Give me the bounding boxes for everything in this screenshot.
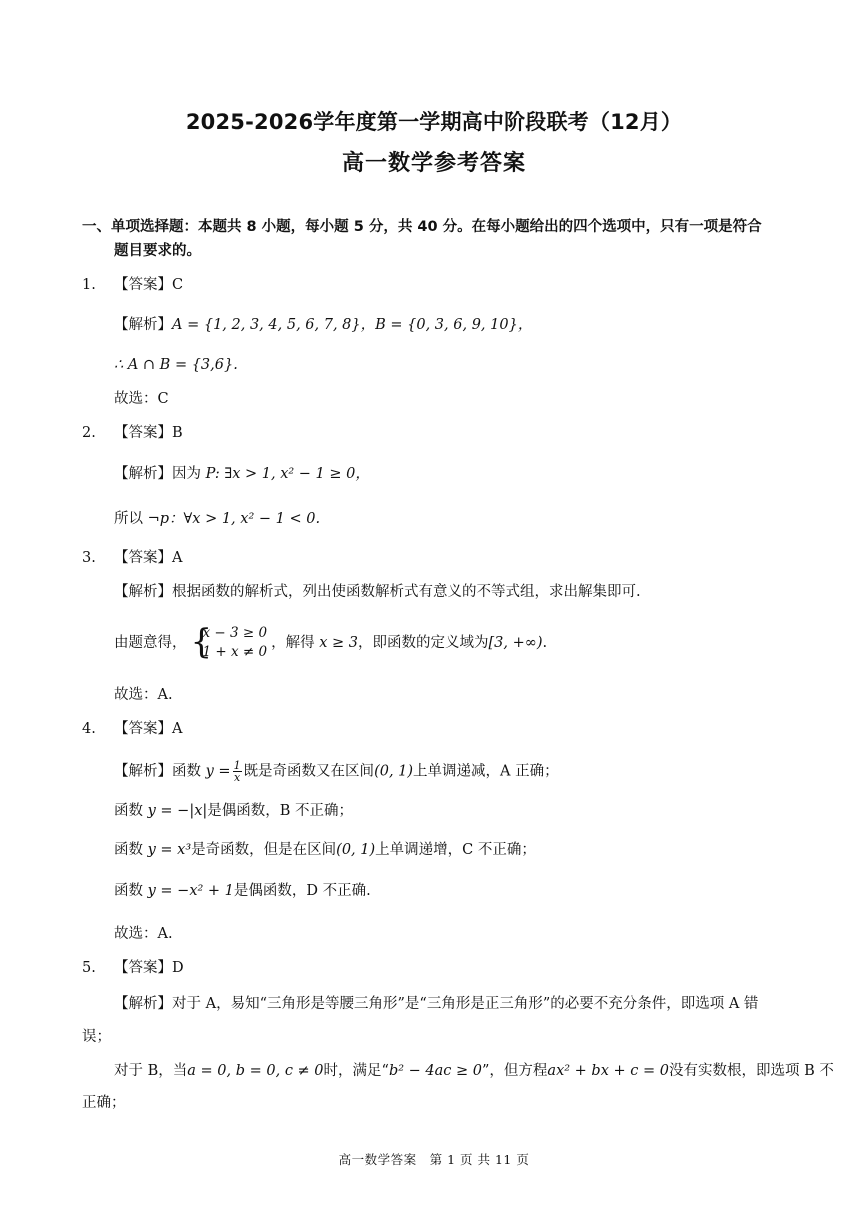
q4-choice: 故选：A. [114, 926, 173, 942]
q4-b-func: y = −|x| [147, 803, 208, 819]
q4-c-interval: (0, 1) [336, 842, 376, 858]
q3-inequality-system [191, 624, 268, 662]
q4-analysis-b [114, 800, 353, 822]
q5-answer: 【答案】D [114, 960, 184, 976]
q5-number: 5. [82, 960, 96, 976]
q5-b-eq: ax² + bx + c = 0 [547, 1063, 669, 1079]
q1-intersection: ∴ A ∩ B = {3,6}. [114, 357, 238, 373]
q4-c-func: y = x³ [147, 842, 192, 858]
q4-a-end: 上单调递减，A 正确； [413, 763, 559, 780]
q4-number: 4. [82, 721, 96, 737]
q2-analysis-text: 【解析】因为 [114, 466, 206, 482]
q5-b-pre: 对于 B，当 [114, 1063, 188, 1079]
q4-d-func: y = −x² + 1 [147, 883, 234, 899]
q5-b-cond: a = 0, b = 0, c ≠ 0 [187, 1063, 324, 1079]
fraction-numerator: 1 [233, 759, 241, 772]
q4-analysis-c [114, 839, 536, 861]
q4-analysis-d [114, 880, 371, 902]
q3-choice: 故选：A. [114, 687, 173, 703]
q4-c-end: 上单调递增，C 不正确； [375, 842, 536, 858]
q4-b-pre: 函数 [114, 803, 148, 819]
page-footer: 高一数学答案 第 1 页 共 11 页 [338, 1152, 530, 1167]
brace-icon: { [190, 622, 213, 662]
q2-negation-text: 所以 [114, 511, 148, 527]
q2-answer: 【答案】B [114, 425, 183, 441]
q5-b-mid: 时，满足“ [323, 1063, 389, 1079]
fraction-denominator: x [233, 771, 241, 784]
q1-sets: A = {1, 2, 3, 4, 5, 6, 7, 8}，B = {0, 3, 6, 9, 10}， [172, 317, 533, 333]
q1-analysis [114, 314, 532, 336]
q4-c-post: 是奇函数，但是在区间 [191, 842, 337, 858]
q3-number: 3. [82, 550, 96, 566]
q2-negation [114, 508, 320, 530]
q5-b-post: 没有实数根，即选项 B 不 [668, 1063, 834, 1079]
q3-analysis: 【解析】根据函数的解析式，列出使函数解析式有意义的不等式组，求出解集即可. [114, 584, 641, 600]
q3-solution [114, 624, 547, 662]
q5-analysis-a-cont: 误； [82, 1029, 111, 1045]
q3-domain: [3, +∞) [488, 635, 543, 651]
page-subtitle: 高一数学参考答案 [341, 151, 526, 176]
q5-b-mid2: ”，但方程 [482, 1063, 548, 1079]
q3-case-1: x − 3 ≥ 0 [202, 625, 268, 641]
q2-proposition: P: ∃x > 1, x² − 1 ≥ 0， [205, 466, 370, 482]
q2-analysis [114, 463, 370, 485]
q4-a-interval: (0, 1) [374, 763, 414, 780]
q4-answer: 【答案】A [114, 721, 183, 737]
q3-case-2: 1 + x ≠ 0 [202, 644, 268, 660]
q1-answer: 【答案】C [114, 277, 184, 293]
q2-negation-math: ¬p：∀x > 1, x² − 1 < 0. [147, 511, 321, 527]
section-header-cont: 题目要求的。 [114, 243, 201, 259]
q4-analysis-a [114, 760, 559, 783]
q5-analysis-b [114, 1060, 834, 1082]
q1-number: 1. [82, 277, 96, 293]
q5-analysis-a: 【解析】对于 A，易知“三角形是等腰三角形”是“三角形是正三角形”的必要不充分条件，即选项 A 错 [114, 996, 759, 1012]
q4-a-fraction [233, 760, 242, 783]
q1-choice: 故选：C [114, 391, 169, 407]
q3-answer: 【答案】A [114, 550, 183, 566]
q4-d-pre: 函数 [114, 883, 148, 899]
q4-b-post: 是偶函数，B 不正确； [207, 803, 354, 819]
q3-solution-end: . [542, 635, 548, 651]
q3-solution-mid: ，解得 [271, 635, 320, 651]
q5-analysis-b-cont: 正确； [82, 1095, 126, 1111]
q3-solution-pre: 由题意得， [114, 635, 187, 651]
page-title: 2025-2026学年度第一学期高中阶段联考（12月） [185, 110, 683, 134]
q4-a-pre: 【解析】函数 [114, 763, 206, 780]
q4-a-func: y = [205, 763, 231, 780]
q4-a-post: 既是奇函数又在区间 [243, 763, 375, 780]
q3-solution-post: ，即函数的定义域为 [357, 635, 489, 651]
q1-analysis-label: 【解析】 [114, 317, 172, 333]
q3-result: x ≥ 3 [319, 635, 358, 651]
q2-number: 2. [82, 425, 96, 441]
q4-d-post: 是偶函数，D 不正确. [233, 883, 371, 899]
q4-c-pre: 函数 [114, 842, 148, 858]
section-header: 一、单项选择题：本题共 8 小题，每小题 5 分，共 40 分。在每小题给出的四个选项中，只有一项是符合 [82, 219, 762, 235]
q5-b-disc: b² − 4ac ≥ 0 [388, 1063, 482, 1079]
